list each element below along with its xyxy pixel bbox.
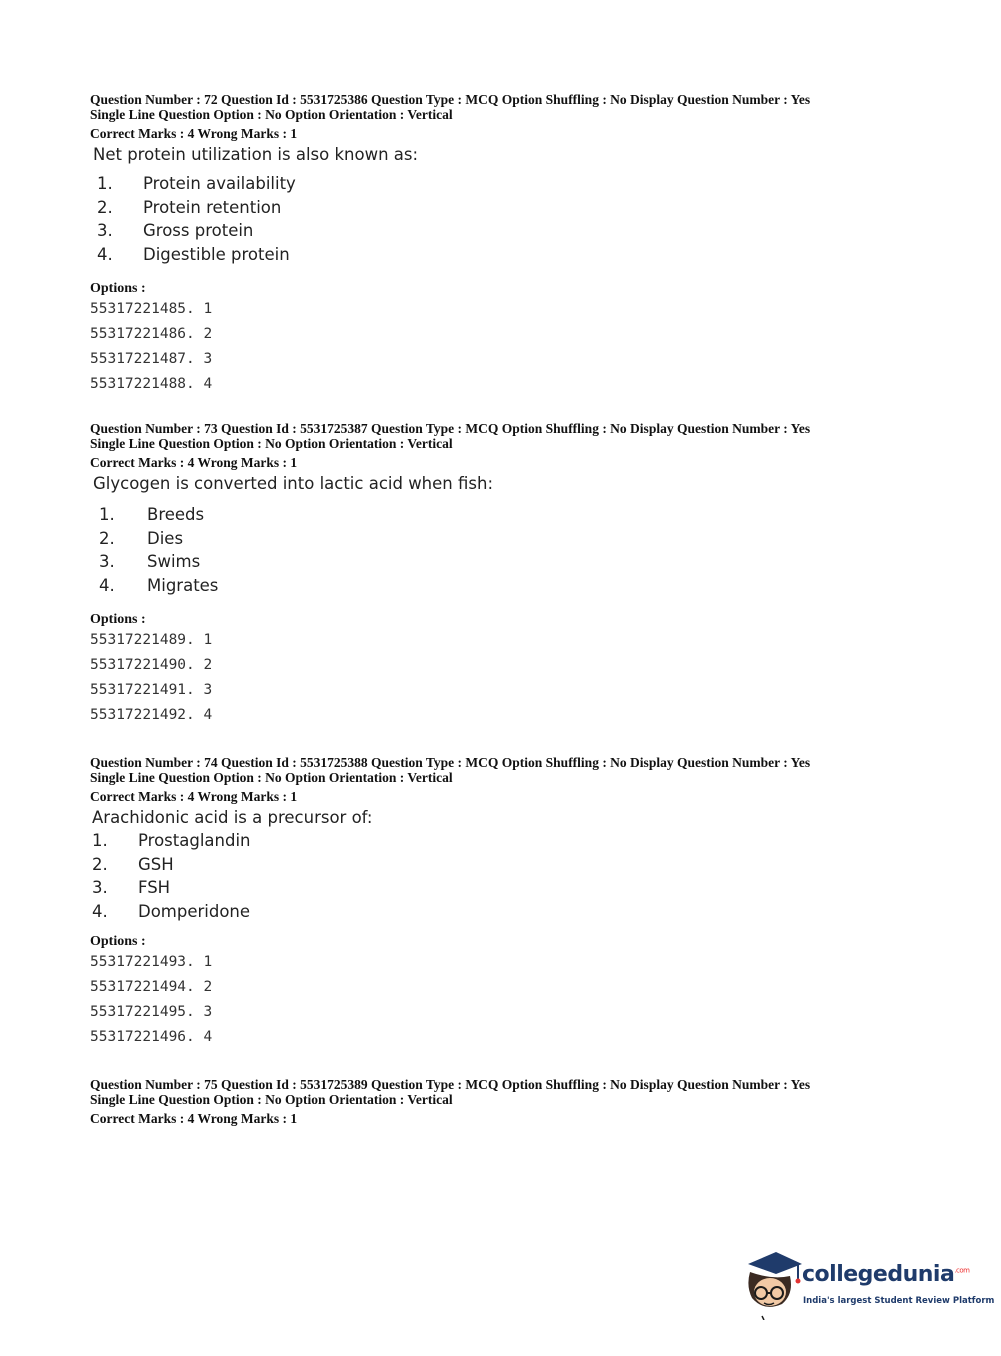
logo-wordmark bbox=[802, 1262, 969, 1287]
choice-item bbox=[90, 503, 970, 527]
question-block-72 bbox=[90, 92, 970, 397]
choice-item bbox=[90, 574, 970, 598]
choice-label: Protein availability bbox=[143, 174, 296, 193]
choice-number: 4. bbox=[92, 901, 108, 921]
choice-item bbox=[90, 172, 970, 196]
choice-number: 2. bbox=[92, 854, 108, 874]
question-block-74 bbox=[90, 755, 970, 1050]
choice-list bbox=[90, 829, 970, 923]
choice-number: 2. bbox=[97, 197, 113, 217]
question-marks: Correct Marks : 4 Wrong Marks : 1 bbox=[90, 789, 298, 804]
choice-label: Gross protein bbox=[143, 221, 254, 240]
choice-label: Domperidone bbox=[138, 901, 251, 921]
options-label: Options : bbox=[90, 612, 146, 627]
question-text: Glycogen is converted into lactic acid when fish: bbox=[93, 474, 494, 493]
question-meta-line2: Single Line Question Option : No Option Orientation : Vertical bbox=[90, 1092, 453, 1107]
choice-item bbox=[90, 243, 970, 267]
question-meta-line2: Single Line Question Option : No Option Orientation : Vertical bbox=[90, 107, 453, 122]
option-id: 55317221496. 4 bbox=[90, 1029, 213, 1045]
question-meta-line1: Question Number : 72 Question Id : 5531725386 Question Type : MCQ Option Shuffling : No Display Question Number : Yes bbox=[90, 92, 811, 107]
question-marks: Correct Marks : 4 Wrong Marks : 1 bbox=[90, 126, 298, 141]
choice-number: 2. bbox=[99, 528, 115, 548]
choice-item bbox=[90, 196, 970, 220]
logo-tagline: India's largest Student Review Platform bbox=[803, 1296, 995, 1306]
choice-label: Dies bbox=[147, 528, 184, 548]
logo-name: collegedunia bbox=[802, 1262, 955, 1287]
choice-item bbox=[90, 853, 970, 877]
choice-label: GSH bbox=[138, 854, 174, 874]
question-marks: Correct Marks : 4 Wrong Marks : 1 bbox=[90, 455, 298, 470]
choice-number: 1. bbox=[99, 505, 115, 524]
choice-label: FSH bbox=[138, 878, 171, 897]
choice-number: 1. bbox=[97, 174, 113, 193]
option-id: 55317221485. 1 bbox=[90, 301, 213, 317]
option-id: 55317221494. 2 bbox=[90, 979, 213, 995]
question-text: Arachidonic acid is a precursor of: bbox=[92, 808, 373, 827]
choice-item bbox=[90, 829, 970, 853]
option-id: 55317221493. 1 bbox=[90, 954, 213, 970]
option-id: 55317221491. 3 bbox=[90, 682, 213, 698]
option-id: 55317221488. 4 bbox=[90, 376, 213, 392]
question-meta-line1: Question Number : 75 Question Id : 5531725389 Question Type : MCQ Option Shuffling : No Display Question Number : Yes bbox=[90, 1077, 811, 1092]
choice-label: Prostaglandin bbox=[138, 831, 251, 850]
choice-label: Migrates bbox=[147, 575, 219, 595]
logo-suffix: .com bbox=[954, 1266, 970, 1275]
question-meta-line2: Single Line Question Option : No Option Orientation : Vertical bbox=[90, 436, 453, 451]
choice-list bbox=[90, 172, 970, 266]
question-text: Net protein utilization is also known as: bbox=[93, 145, 419, 164]
choice-number: 3. bbox=[92, 878, 108, 897]
question-block-75 bbox=[90, 1077, 970, 1126]
choice-label: Protein retention bbox=[143, 197, 282, 217]
mascot-icon bbox=[742, 1250, 804, 1320]
option-id: 55317221489. 1 bbox=[90, 632, 213, 648]
collegedunia-logo bbox=[742, 1250, 995, 1320]
choice-number: 1. bbox=[92, 831, 108, 850]
choice-item bbox=[90, 550, 970, 574]
choice-number: 4. bbox=[97, 244, 113, 264]
choice-number: 3. bbox=[97, 221, 113, 240]
choice-number: 3. bbox=[99, 552, 115, 571]
question-block-73 bbox=[90, 421, 970, 728]
options-label: Options : bbox=[90, 281, 146, 296]
choice-label: Swims bbox=[147, 552, 201, 571]
choice-list bbox=[90, 503, 970, 597]
question-meta-line2: Single Line Question Option : No Option Orientation : Vertical bbox=[90, 770, 453, 785]
choice-number: 4. bbox=[99, 575, 115, 595]
choice-label: Digestible protein bbox=[143, 244, 290, 264]
choice-item bbox=[90, 219, 970, 243]
question-meta-line1: Question Number : 74 Question Id : 5531725388 Question Type : MCQ Option Shuffling : No Display Question Number : Yes bbox=[90, 755, 811, 770]
option-id: 55317221492. 4 bbox=[90, 707, 213, 723]
choice-label: Breeds bbox=[147, 505, 205, 524]
question-marks: Correct Marks : 4 Wrong Marks : 1 bbox=[90, 1111, 298, 1126]
choice-item bbox=[90, 876, 970, 900]
question-meta-line1: Question Number : 73 Question Id : 5531725387 Question Type : MCQ Option Shuffling : No Display Question Number : Yes bbox=[90, 421, 811, 436]
option-id: 55317221495. 3 bbox=[90, 1004, 213, 1020]
option-id: 55317221490. 2 bbox=[90, 657, 213, 673]
choice-item bbox=[90, 527, 970, 551]
option-id: 55317221487. 3 bbox=[90, 351, 213, 367]
choice-item bbox=[90, 900, 970, 924]
option-id: 55317221486. 2 bbox=[90, 326, 213, 342]
options-label: Options : bbox=[90, 934, 146, 949]
